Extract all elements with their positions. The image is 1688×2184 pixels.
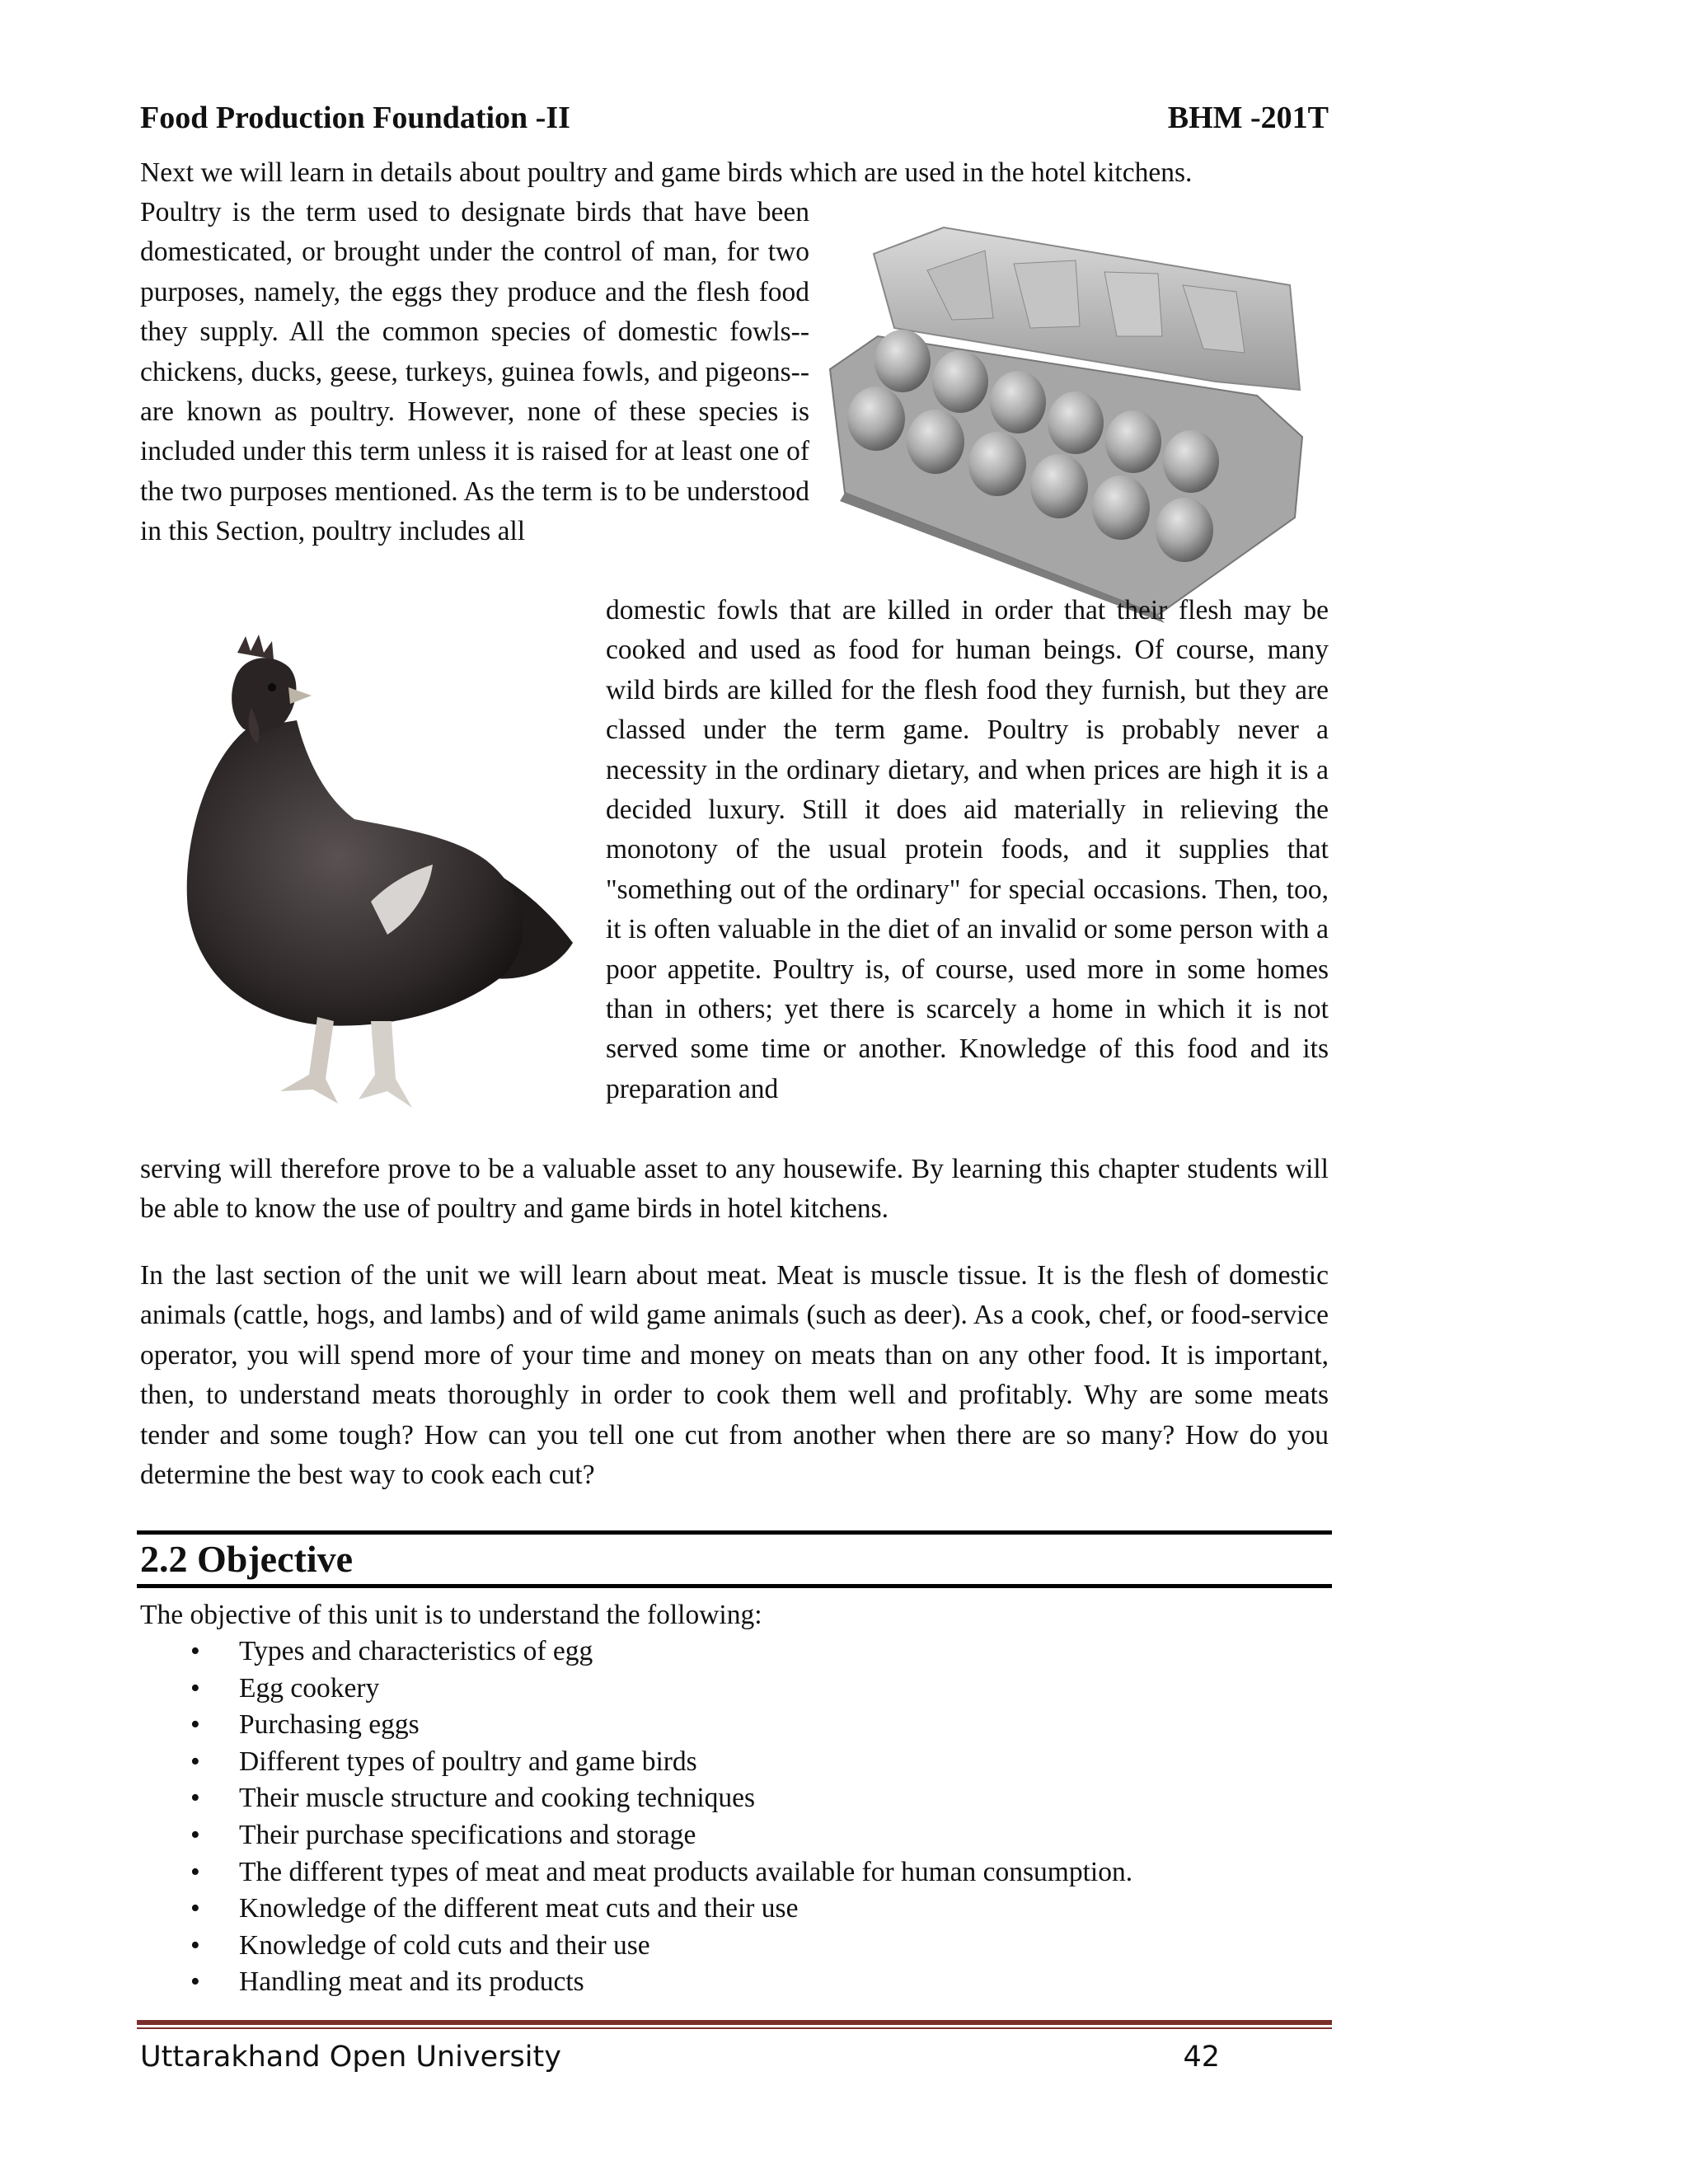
list-item: • Their muscle structure and cooking techniques [190,1783,756,1814]
poultry-paragraph-top: Poultry is the term used to designate birds that have been domesticated, or brought under the control of man, for two purposes, namely, the eggs they produce and the flesh food they supply. All the common species of domestic fowls--chickens, ducks, geese, turkeys, guinea fowls, and pigeons--are known as poultry. However, none of these species is included under this term unless it is raised for at least one of the two purposes mentioned. As the term is to be understood in this Section, poultry includes all [140,197,809,547]
egg-carton-image [828,221,1313,623]
list-item: • Different types of poultry and game birds [190,1746,697,1777]
page-number: 42 [1183,2041,1220,2074]
course-title: Food Production Foundation -II [140,101,570,135]
list-item: • Types and characteristics of egg [190,1636,593,1666]
meat-paragraph: In the last section of the unit we will learn about meat. Meat is muscle tissue. It is the flesh of domestic animals (cattle, hogs, and lambs) and of wild game animals (such as deer). As a cook, chef, or food-service operator, you will spend more of your time and money on meats than on any other food. It is important, then, to understand meats thoroughly in order to cook them well and profitably. Why are some meats tender and some tough? How can you tell one cut from another when there are so many? How do you determine the best way to cook each cut? [140,1260,1329,1491]
hen-head [232,635,312,743]
list-item: • Purchasing eggs [190,1709,420,1741]
university-name: Uttarakhand Open University [140,2041,561,2074]
page-footer [140,2037,1220,2077]
poultry-paragraph-tail: serving will therefore prove to be a valuable asset to any housewife. By learning this chapter students will be able to know the use of poultry and game birds in hotel kitchens. [140,1154,1329,1225]
poultry-paragraph-middle: domestic fowls that are killed in order that their flesh may be cooked and used as food for human beings. Of course, many wild birds are killed for the flesh food they furnish, but they are classed under the term game. Poultry is probably never a necessity in the ordinary dietary, and when prices are high it is a decided luxury. Still it does aid materially in relieving the monotony of the usual protein foods, and it supplies that "something out of the ordinary" for special occasions. Then, too, it is often valuable in the diet of an invalid or some person with a poor appetite. Poultry is, of course, used more in some homes than in others; yet there is scarcely a home in which it is not served some time or another. Knowledge of this food and its preparation and [606,595,1329,1104]
page-header [140,97,1329,138]
hen-image [148,630,579,1116]
list-item: • Egg cookery [190,1672,380,1704]
section-rule-bottom [137,1584,1332,1588]
footer-rule-thick [137,2020,1332,2025]
list-item: • Their purchase specifications and storage [190,1819,696,1850]
hen-legs [280,1017,412,1108]
list-item: • Knowledge of cold cuts and their use [190,1929,650,1961]
intro-line: Next we will learn in details about poultry and game birds which are used in the hotel kitchens. [140,157,1193,188]
footer-rule-thin [137,2027,1332,2029]
course-code: BHM -201T [1167,101,1329,135]
hen-body [187,720,523,1026]
list-item: • Knowledge of the different meat cuts and their use [190,1893,799,1924]
section-rule-top [137,1530,1332,1535]
list-item: • The different types of meat and meat products available for human consumption. [190,1856,1133,1887]
section-heading: 2.2 Objective [140,1538,354,1580]
objectives-list [185,1633,1132,2001]
list-item: • Handling meat and its products [190,1966,584,1998]
objective-intro: The objective of this unit is to understand the following: [140,1600,762,1630]
